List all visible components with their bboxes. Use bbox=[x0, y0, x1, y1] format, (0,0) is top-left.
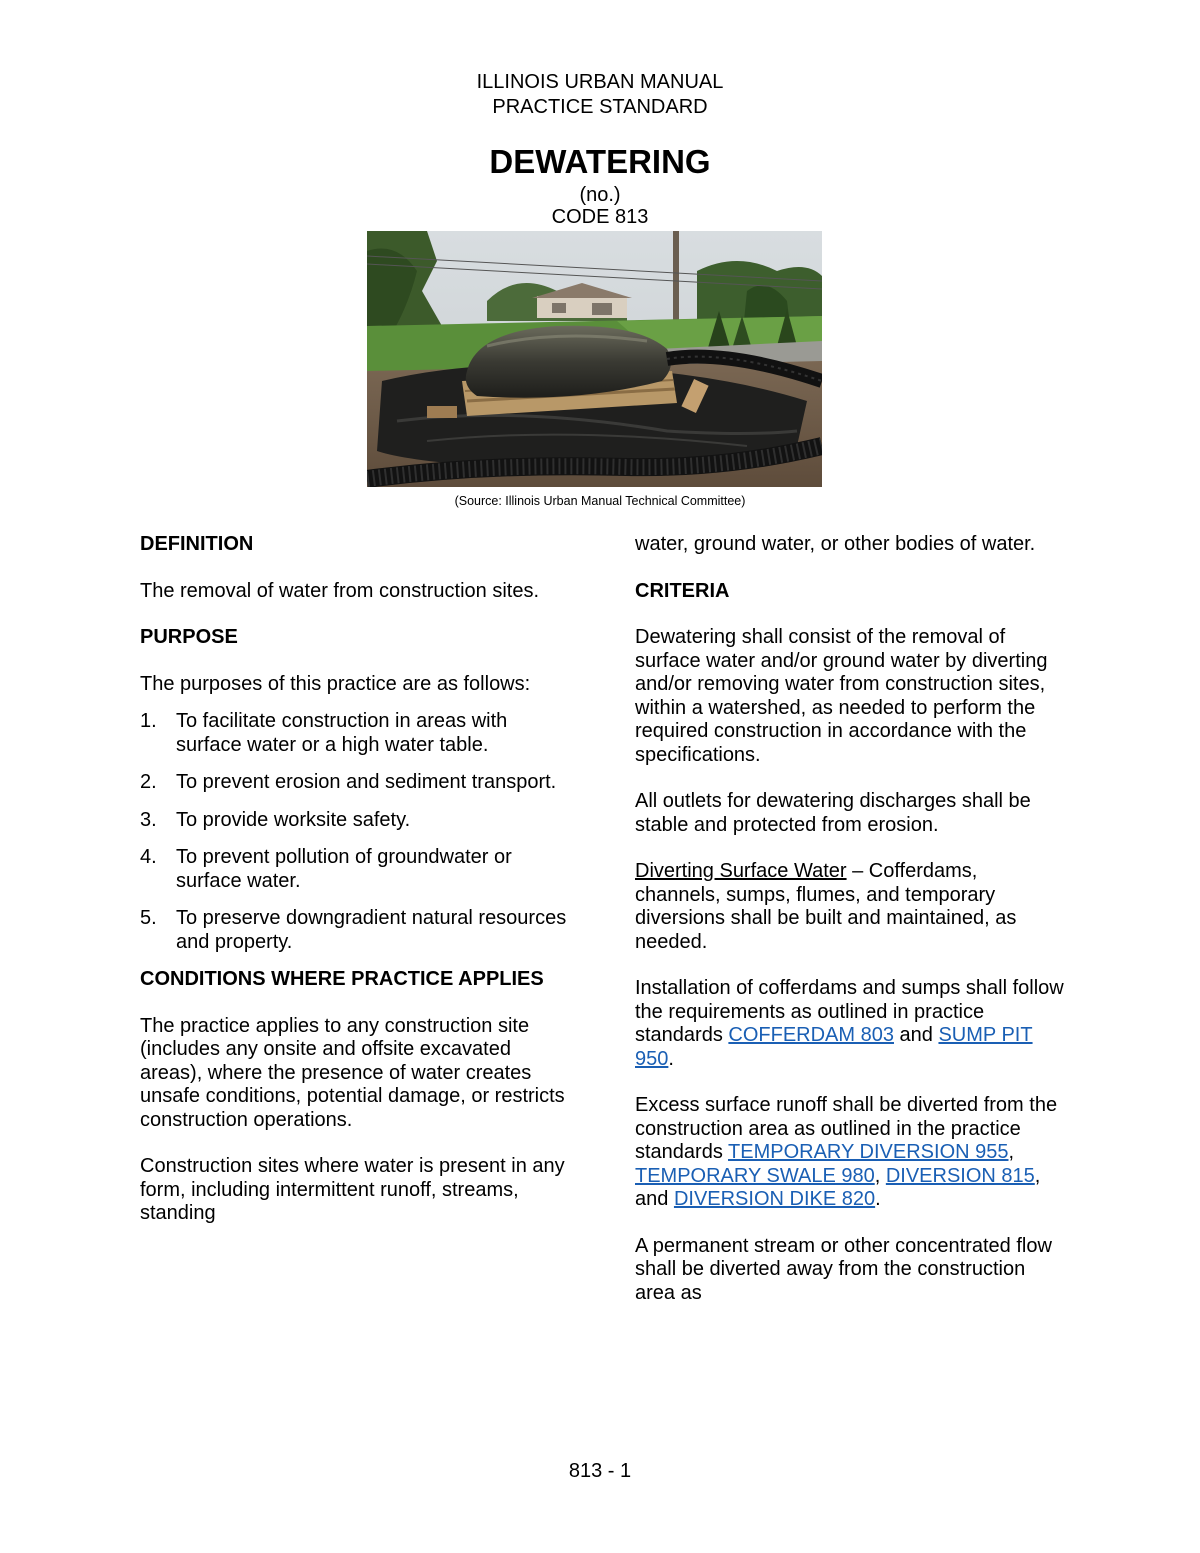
list-item: 2. To prevent erosion and sediment transport. bbox=[140, 771, 557, 793]
photo-caption: (Source: Illinois Urban Manual Technical Committee) bbox=[454, 494, 746, 508]
list-item: 4. To prevent pollution of groundwater or surface water. bbox=[140, 846, 512, 892]
criteria-paragraph-2: All outlets for dewatering discharges shall be stable and protected from erosion. bbox=[635, 790, 1031, 836]
conditions-text-2: Construction sites where water is present in any form, including intermittent runoff, streams, standing bbox=[140, 1155, 565, 1224]
unit-label: (no.) bbox=[579, 184, 621, 206]
purpose-list bbox=[140, 710, 570, 954]
definition-heading: DEFINITION bbox=[140, 533, 254, 555]
permanent-stream-paragraph: A permanent stream or other concentrated flow shall be diverted away from the construction area as bbox=[635, 1234, 1052, 1304]
right-column bbox=[635, 533, 1065, 1305]
excess-runoff-paragraph: Excess surface runoff shall be diverted from the construction area as outlined in the practice standards TEMPORARY DIVERSION 955, TEMPORARY SWALE 980, DIVERSION 815, and DIVERSION DIKE 820. bbox=[635, 1094, 1058, 1210]
conditions-heading: CONDITIONS WHERE PRACTICE APPLIES bbox=[140, 968, 544, 990]
installation-paragraph: Installation of cofferdams and sumps shall follow the requirements as outlined in practice standards COFFERDAM 803 and SUMP PIT 950. bbox=[635, 977, 1064, 1070]
diverting-label: Diverting Surface Water bbox=[635, 860, 847, 882]
criteria-paragraph-1: Dewatering shall consist of the removal of surface water and/or ground water by diverting and/or removing water from construction sites, within a watershed, as needed to perform the required construction in accordance with the specifications. bbox=[635, 626, 1048, 766]
sump-pit-950-link[interactable]: SUMP PIT 950 bbox=[635, 1024, 1033, 1070]
conditions-text-1: The practice applies to any construction site (includes any onsite and offsite excavated areas), where the presence of water creates unsafe conditions, potential damage, or restricts construction operations. bbox=[140, 1014, 565, 1131]
cofferdam-803-link[interactable]: COFFERDAM 803 bbox=[728, 1024, 894, 1046]
practice-standard-label: PRACTICE STANDARD bbox=[492, 96, 708, 118]
list-item: 3. To provide worksite safety. bbox=[140, 808, 411, 831]
temporary-swale-980-link[interactable]: TEMPORARY SWALE 980 bbox=[635, 1164, 875, 1187]
diversion-dike-820-link[interactable]: DIVERSION DIKE 820 bbox=[673, 1188, 876, 1210]
list-item: 1. To facilitate construction in areas with surface water or a high water table. bbox=[140, 710, 508, 756]
list-item: 5. To preserve downgradient natural resources and property. bbox=[140, 907, 567, 953]
criteria-heading: CRITERIA bbox=[635, 579, 730, 602]
purpose-intro: The purposes of this practice are as follows: bbox=[140, 672, 531, 695]
dewatering-bag-photo bbox=[367, 231, 822, 487]
page-number: 813 - 1 bbox=[568, 1460, 632, 1482]
diversion-815-link[interactable]: DIVERSION 815 bbox=[885, 1164, 1035, 1187]
temporary-diversion-955-link[interactable]: TEMPORARY DIVERSION 955 bbox=[728, 1141, 1009, 1163]
purpose-heading: PURPOSE bbox=[140, 626, 238, 648]
manual-name: ILLINOIS URBAN MANUAL bbox=[476, 71, 724, 93]
definition-text: The removal of water from construction sites. bbox=[140, 579, 540, 602]
code-label: CODE 813 bbox=[551, 206, 649, 228]
diverting-paragraph: Diverting Surface Water – Cofferdams, channels, sumps, flumes, and temporary diversions shall be built and maintained, as needed. bbox=[635, 860, 1017, 953]
page-title: DEWATERING bbox=[489, 143, 711, 180]
left-column bbox=[140, 533, 570, 1226]
continued-text: water, ground water, or other bodies of water. bbox=[635, 533, 1036, 555]
